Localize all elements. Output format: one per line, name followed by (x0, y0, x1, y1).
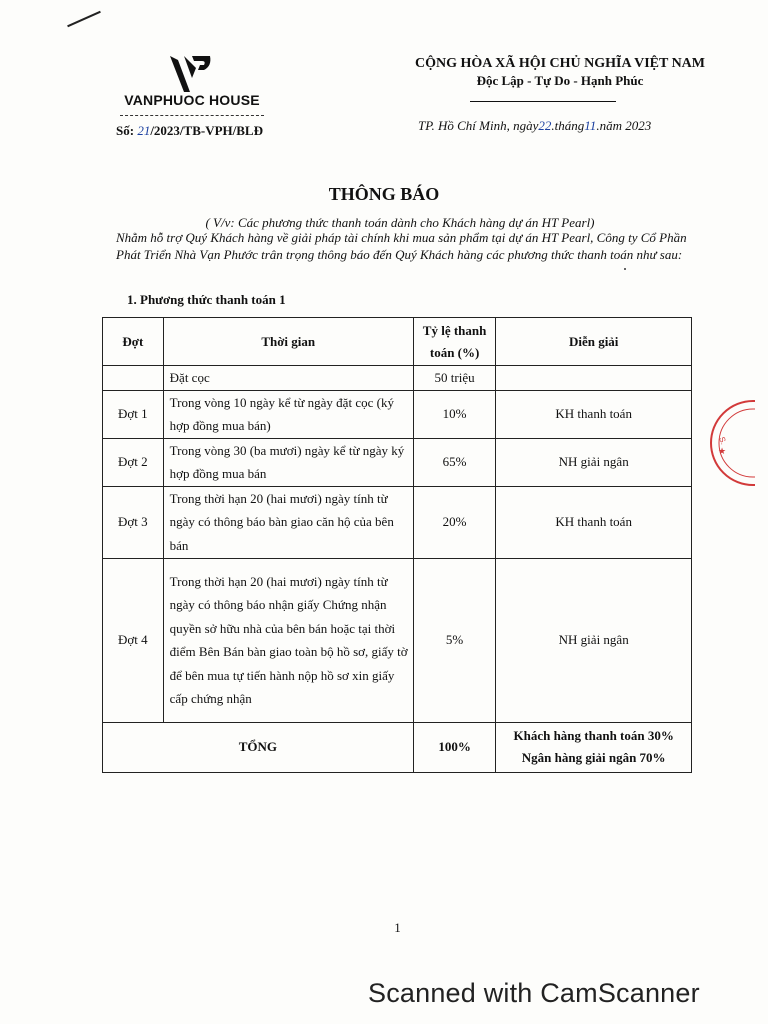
date-mid: .tháng (551, 118, 585, 133)
document-number (116, 123, 263, 139)
header-phase: Đợt (103, 318, 164, 366)
row-explain: NH giải ngân (496, 558, 692, 722)
row-explain: NH giải ngân (496, 438, 692, 486)
doc-no-label: Số: (116, 123, 135, 138)
vanphuoc-logo-icon (168, 54, 212, 94)
row-phase: Đợt 4 (103, 558, 164, 722)
date-line (418, 118, 651, 134)
notice-subject: ( V/v: Các phương thức thanh toán dành cho Khách hàng dự án HT Pearl) (205, 215, 595, 230)
header-time: Thời gian (163, 318, 413, 366)
row-phase: Đợt 2 (103, 438, 164, 486)
section-heading: 1. Phương thức thanh toán 1 (127, 292, 286, 307)
row-ratio: 10% (413, 390, 496, 438)
row-explain (496, 366, 692, 391)
table-row (103, 438, 692, 486)
row-ratio: 50 triệu (413, 366, 496, 391)
table-total-row (103, 722, 692, 772)
row-phase: Đợt 1 (103, 390, 164, 438)
svg-text:★: ★ (718, 446, 727, 456)
company-seal-stamp (705, 398, 755, 488)
row-time: Đặt cọc (163, 366, 413, 391)
date-suffix: .năm 2023 (596, 118, 652, 133)
row-time: Trong vòng 30 (ba mươi) ngày kể từ ngày ký hợp đồng mua bán (163, 438, 413, 486)
row-ratio: 65% (413, 438, 496, 486)
header-ratio-line2: toán (%) (429, 344, 480, 360)
row-explain: KH thanh toán (496, 486, 692, 558)
notice-intro: Nhằm hỗ trợ Quý Khách hàng về giải pháp tài chính khi mua sản phẩm tại dự án HT Pearl, Công ty Cổ Phần Phát Triển Nhà Vạn Phước trân trọng thông báo đến Quý Khách hàng các phương thức thanh toán như sau: (116, 230, 687, 262)
payment-schedule-table (102, 317, 692, 773)
header-explain: Diễn giải (496, 318, 692, 366)
scan-speck (624, 268, 626, 270)
doc-no-suffix: /2023/TB-VPH/BLĐ (150, 123, 263, 138)
national-motto: Độc Lập - Tự Do - Hạnh Phúc (476, 73, 644, 88)
date-month: 11 (584, 118, 597, 133)
table-row (103, 558, 692, 722)
table-header-row (103, 318, 692, 366)
logo-divider (120, 115, 264, 116)
total-explain-line2: Ngân hàng giải ngân 70% (521, 750, 666, 765)
total-ratio: 100% (413, 722, 496, 772)
row-ratio: 20% (413, 486, 496, 558)
page-number: 1 (394, 920, 401, 935)
pen-mark (67, 11, 101, 27)
row-phase (103, 366, 164, 391)
row-explain: KH thanh toán (496, 390, 692, 438)
table-row (103, 390, 692, 438)
date-prefix: TP. Hồ Chí Minh, ngày (418, 118, 539, 133)
header-ratio (413, 318, 496, 366)
camscanner-watermark: Scanned with CamScanner (368, 978, 700, 1008)
notice-title: THÔNG BÁO (328, 184, 440, 204)
total-explain (496, 722, 692, 772)
row-ratio: 5% (413, 558, 496, 722)
row-time: Trong vòng 10 ngày kể từ ngày đặt cọc (ký hợp đồng mua bán) (163, 390, 413, 438)
table-row (103, 486, 692, 558)
company-name: VANPHUOC HOUSE (124, 92, 260, 108)
header-ratio-line1: Tỷ lệ thanh (422, 322, 487, 338)
motto-underline (470, 101, 616, 102)
date-day: 22 (538, 118, 552, 133)
svg-text:S.: S. (717, 435, 729, 446)
table-row (103, 366, 692, 391)
national-heading: CỘNG HÒA XÃ HỘI CHỦ NGHĨA VIỆT NAM (414, 56, 705, 71)
doc-no-handwritten: 21 (137, 123, 151, 138)
row-phase: Đợt 3 (103, 486, 164, 558)
total-label: TỔNG (103, 722, 414, 772)
total-explain-line1: Khách hàng thanh toán 30% (513, 728, 674, 743)
row-time: Trong thời hạn 20 (hai mươi) ngày tính từ ngày có thông báo nhận giấy Chứng nhận quyền sở hữu nhà của bên bán hoặc tại thời điểm Bên Bán bàn giao toàn bộ hồ sơ, giấy tờ để bên mua tự tiến hành nộp hồ sơ xin giấy cấp chứng nhận (163, 558, 413, 722)
row-time: Trong thời hạn 20 (hai mươi) ngày tính từ ngày có thông báo bàn giao căn hộ của bên bán (163, 486, 413, 558)
